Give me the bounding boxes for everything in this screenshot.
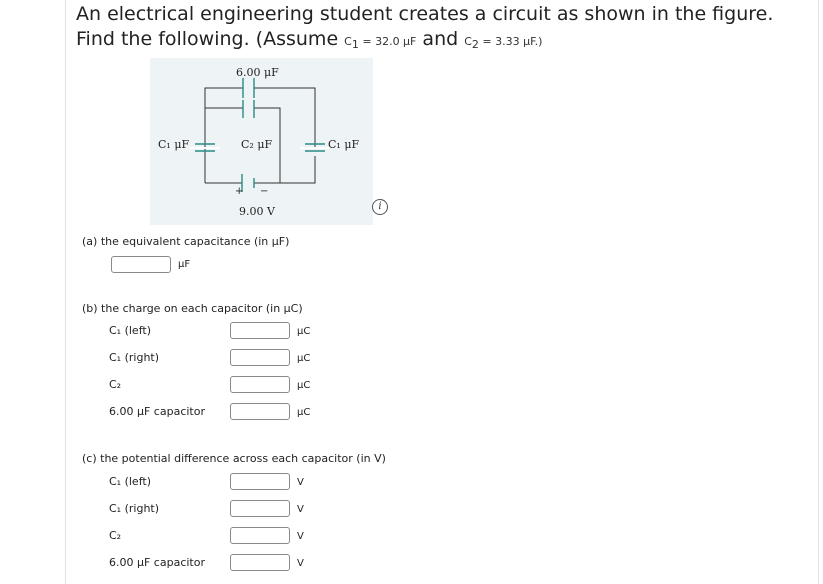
c1-symbol [344, 35, 417, 52]
c1-subscript: 1 [351, 38, 359, 52]
c2-label: C₂ μF [241, 138, 273, 151]
part-b-unit-c1-right: μC [297, 353, 311, 364]
part-b-label-c1-left: C₁ (left) [109, 324, 151, 337]
part-c-unit-6uf: V [297, 558, 304, 569]
part-c-unit-c2: V [297, 531, 304, 542]
circuit-figure [150, 58, 373, 225]
part-c-input-c1-left[interactable] [230, 473, 290, 490]
c2-symbol-text: C [464, 35, 472, 48]
wire-bottom-right [254, 156, 315, 183]
wire-top-left [205, 88, 243, 148]
part-a-input[interactable] [111, 256, 171, 273]
part-b-label-6uf: 6.00 μF capacitor [109, 405, 205, 418]
problem-statement [76, 2, 773, 57]
c1-symbol-text: C [344, 35, 352, 48]
part-c-input-6uf[interactable] [230, 554, 290, 571]
problem-line-2-start: Find the following. (Assume [76, 28, 345, 50]
c2-subscript: 2 [471, 38, 479, 52]
part-c-unit-c1-right: V [297, 504, 304, 515]
part-b-input-c1-right[interactable] [230, 349, 290, 366]
part-b-label-c1-right: C₁ (right) [109, 351, 160, 364]
c1-right-label: C₁ μF [328, 138, 360, 151]
part-a-question: (a) the equivalent capacitance (in μF) [82, 235, 290, 248]
part-c-unit-c1-left: V [297, 477, 304, 488]
part-b-input-c2[interactable] [230, 376, 290, 393]
c2-value: = 3.33 μF.) [478, 35, 543, 48]
part-b-question: (b) the charge on each capacitor (in μC) [82, 302, 303, 315]
part-c-label-c2: C₂ [109, 529, 122, 542]
part-b-unit-c2: μC [297, 380, 311, 391]
part-b-unit-c1-left: μC [297, 326, 311, 337]
part-b-unit-6uf: μC [297, 407, 311, 418]
c2-symbol [464, 35, 543, 52]
part-a-unit: μF [178, 259, 191, 270]
battery-minus: − [260, 186, 269, 197]
part-b-label-c2: C₂ [109, 378, 122, 391]
part-c-label-c1-right: C₁ (right) [109, 502, 160, 515]
c1-right-gap [300, 147, 330, 149]
problem-line-1: An electrical engineering student creates a circuit as shown in the figure. [76, 3, 774, 25]
c1-left-gap [190, 147, 220, 149]
part-c-question: (c) the potential difference across each capacitor (in V) [82, 452, 386, 465]
part-c-label-c1-left: C₁ (left) [109, 475, 151, 488]
and-text: and [416, 28, 465, 50]
battery-plus: + [235, 186, 244, 197]
part-c-input-c1-right[interactable] [230, 500, 290, 517]
part-b-input-c1-left[interactable] [230, 322, 290, 339]
part-c-label-6uf: 6.00 μF capacitor [109, 556, 205, 569]
battery-label: 9.00 V [239, 205, 275, 218]
problem-line-2 [76, 27, 773, 57]
c1-left-label: C₁ μF [158, 138, 190, 151]
part-c-input-c2[interactable] [230, 527, 290, 544]
info-icon[interactable]: i [372, 199, 388, 215]
top-cap-label: 6.00 μF [236, 66, 279, 79]
part-b-input-6uf[interactable] [230, 403, 290, 420]
c1-value: = 32.0 μF [358, 35, 417, 48]
